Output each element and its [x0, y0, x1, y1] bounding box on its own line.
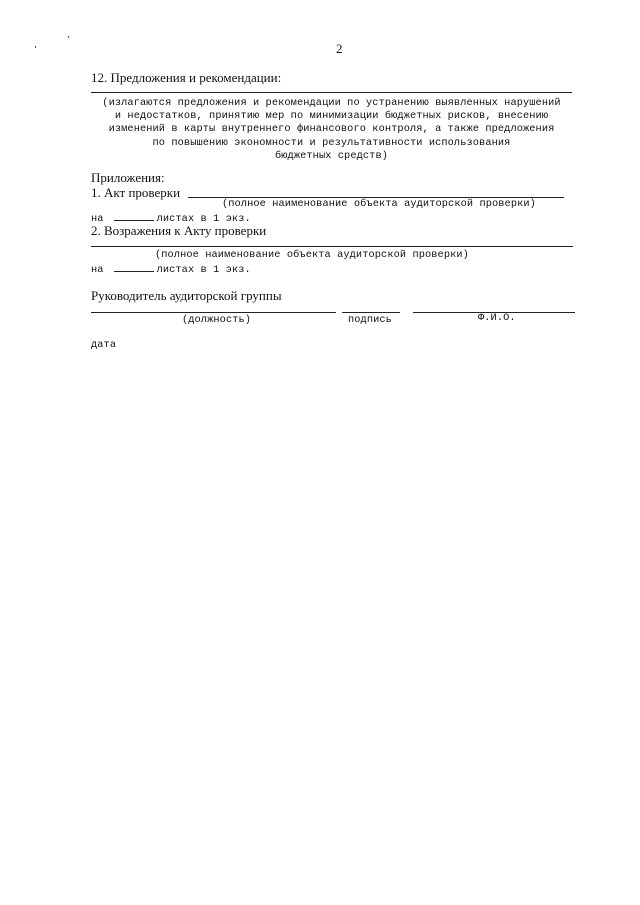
recommendations-note — [91, 97, 572, 163]
position-caption: (должность) — [182, 314, 252, 326]
signature-caption: подпись — [348, 314, 392, 326]
note-line: (излагаются предложения и рекомендации по устранению выявленных нарушений — [102, 97, 561, 109]
page-number: 2 — [336, 41, 343, 56]
note-line: бюджетных средств) — [274, 149, 389, 162]
appendices-heading: Приложения: — [91, 170, 165, 185]
date-label: дата — [91, 339, 117, 351]
note-line: по повышению экономности и результативности использования — [152, 136, 511, 149]
appendix-2-label: 2. Возражения к Акту проверки — [91, 223, 267, 238]
sheets-blank — [114, 211, 154, 221]
note-line: изменений в карты внутреннего финансового контроля, а также предложения — [108, 123, 555, 136]
scan-speck — [67, 36, 69, 38]
recommendations-line — [91, 92, 572, 93]
scan-speck — [35, 46, 36, 48]
note-line: и недостатков, принятию мер по минимизации бюджетных рисков, внесению — [114, 110, 549, 123]
sheets-suffix: листах в 1 экз. — [156, 264, 251, 276]
sheets-prefix: на — [91, 213, 104, 225]
group-head-heading: Руководитель аудиторской группы — [91, 288, 282, 303]
appendix-2-caption: (полное наименование объекта аудиторской проверки) — [155, 249, 469, 261]
sheets-blank — [114, 262, 154, 272]
name-caption: Ф.И.О. — [478, 312, 516, 324]
sheets-suffix: листах в 1 экз. — [156, 213, 251, 225]
appendix-2-sheets — [91, 262, 251, 276]
position-line — [91, 312, 336, 313]
sheets-prefix: на — [91, 264, 104, 276]
signature-line — [342, 312, 400, 313]
appendix-2-line — [91, 246, 573, 247]
section-12-heading: 12. Предложения и рекомендации: — [91, 70, 282, 85]
appendix-1-caption: (полное наименование объекта аудиторской проверки) — [222, 198, 536, 210]
appendix-1-label: 1. Акт проверки — [91, 185, 181, 200]
